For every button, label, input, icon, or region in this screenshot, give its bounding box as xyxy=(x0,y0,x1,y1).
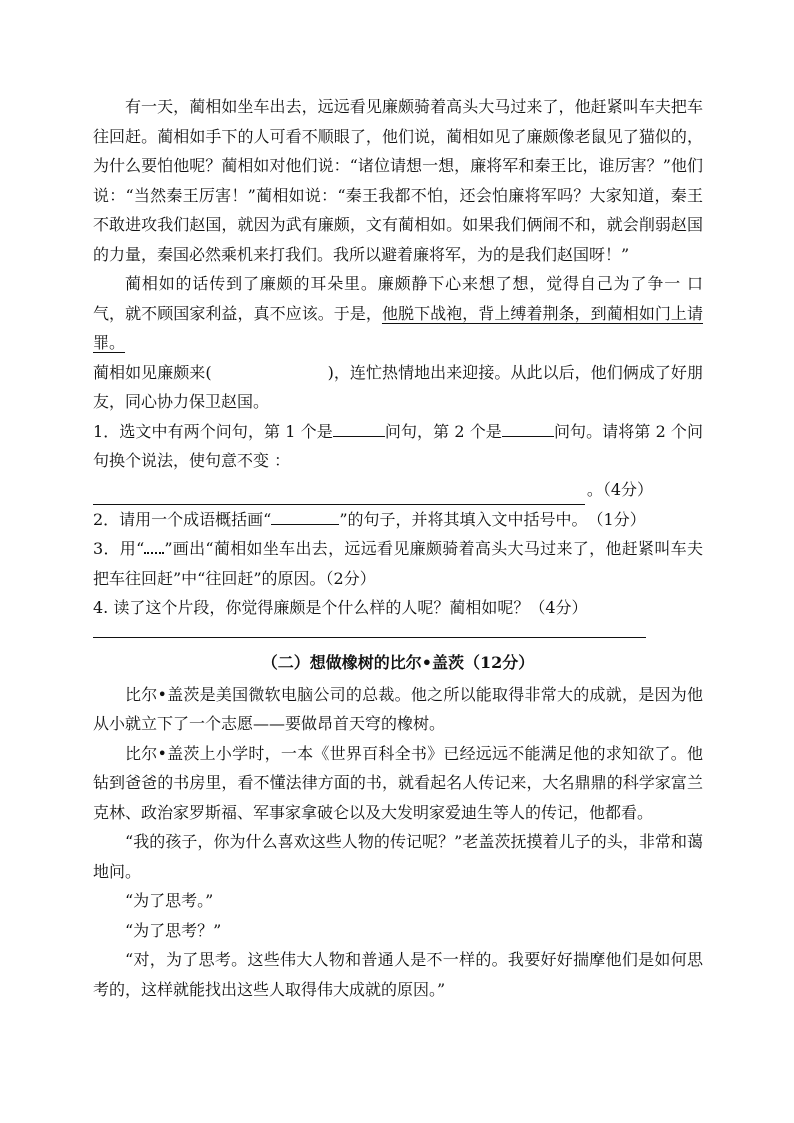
q1-score: 。（4分） xyxy=(586,480,653,499)
passage1-p2-mid: 蔺相如见廉颇来( xyxy=(93,362,212,382)
q1-text-a: 1．选文中有两个问句，第 1 个是 xyxy=(93,421,333,441)
passage1-paragraph-1: 有一天，蔺相如坐车出去，远远看见廉颇骑着高头大马过来了，他赶紧叫车夫把车往回赶。蔺相如手下的人可看不顺眼了，他们说，蔺相如见了廉颇像老鼠见了猫似的，为什么要怕他呢？蔺相如对他们说：“诸位请想一想，廉将军和秦王比，谁厉害？”他们说：“当然秦王厉害！”蔺相如说：“秦王我都不怕，还会怕廉将军吗？大家知道，秦王不敢进攻我们赵国，就因为武有廉颇，文有蔺相如。如果我们俩闹不和，就会削弱赵国的力量，秦国必然乘机来打我们。我所以避着廉将军，为的是我们赵国呀！” xyxy=(93,97,703,264)
section2-paragraph-2: 比尔•盖茨上小学时，一本《世界百科全书》已经远远不能满足他的求知欲了。他钻到爸爸的书房里，看不懂法律方面的书，就看起名人传记来，大名鼎鼎的科学家富兰克林、政治家罗斯福、军事家拿破仑以及大发明家爱迪生等人的传记，他都看。 xyxy=(93,743,703,822)
passage1-paragraph-2 xyxy=(93,269,703,358)
q3-text-b: ”画出“蔺相如坐车出去，远远看见廉颇骑着高头大马过来了，他赶紧叫车夫把车往回赶”中“往回赶”的原因。（2分） xyxy=(93,539,703,588)
document-page xyxy=(93,92,703,1004)
passage1-paragraph-2-cont xyxy=(93,358,703,417)
q2-underline-mark xyxy=(271,508,339,525)
q3-text-a: 3．用“ xyxy=(93,539,145,558)
passage1-p2-end: )，连忙热情地出来迎接。从此以后，他们俩成了好朋友，同心协力保卫赵国。 xyxy=(93,362,703,411)
q1-blank-2[interactable] xyxy=(502,420,554,437)
q4-answer-line[interactable] xyxy=(93,637,646,638)
question-1 xyxy=(93,417,703,476)
q1-answer-line[interactable] xyxy=(93,484,585,505)
section2-title: （二）想做橡树的比尔•盖茨（12分） xyxy=(261,652,535,672)
section2-paragraph-6: “对，为了思考。这些伟大人物和普通人是不一样的。我要好好揣摩他们是如何思考的，这样就能找出这些人取得伟大成就的原因。” xyxy=(93,950,703,999)
section2-paragraph-5: “为了思考？” xyxy=(125,920,222,940)
q2-text-a: 2．请用一个成语概括画“ xyxy=(93,509,272,529)
wavy-line-mark xyxy=(144,539,164,554)
underlined-sentence: 他脱下战袍，背上缚着荆条，到蔺相如门上请罪。 xyxy=(93,303,703,352)
q1-answer-row xyxy=(93,476,653,505)
q1-text-c: 问句。请将第 2 个问句换个说法，使句意不变 ： xyxy=(93,421,703,470)
question-2 xyxy=(93,505,703,535)
section2-paragraph-3: “我的孩子，你为什么喜欢这些人物的传记呢？”老盖茨抚摸着儿子的头，非常和蔼地问。 xyxy=(93,832,703,881)
question-4: 4. 读了这个片段，你觉得廉颇是个什么样的人呢？蔺相如呢？（4分） xyxy=(93,598,588,617)
passage1-p2-start: 蔺相如的话传到了廉颇的耳朵里。廉颇静下心来想了想，觉得自己为了争一 口气，就不顾国家利益，真不应该。于是， xyxy=(93,274,703,323)
q2-text-b: ”的句子，并将其填入文中括号中。 （1分） xyxy=(339,509,646,529)
q1-blank-1[interactable] xyxy=(333,420,385,437)
q1-text-b: 问句，第 2 个是 xyxy=(384,421,502,441)
section2-paragraph-4: “为了思考。” xyxy=(125,891,214,910)
section2-paragraph-1: 比尔•盖茨是美国微软电脑公司的总裁。他之所以能取得非常大的成就，是因为他从小就立下了一个志愿——要做昂首天穹的橡树。 xyxy=(93,684,703,733)
question-3 xyxy=(93,534,703,593)
